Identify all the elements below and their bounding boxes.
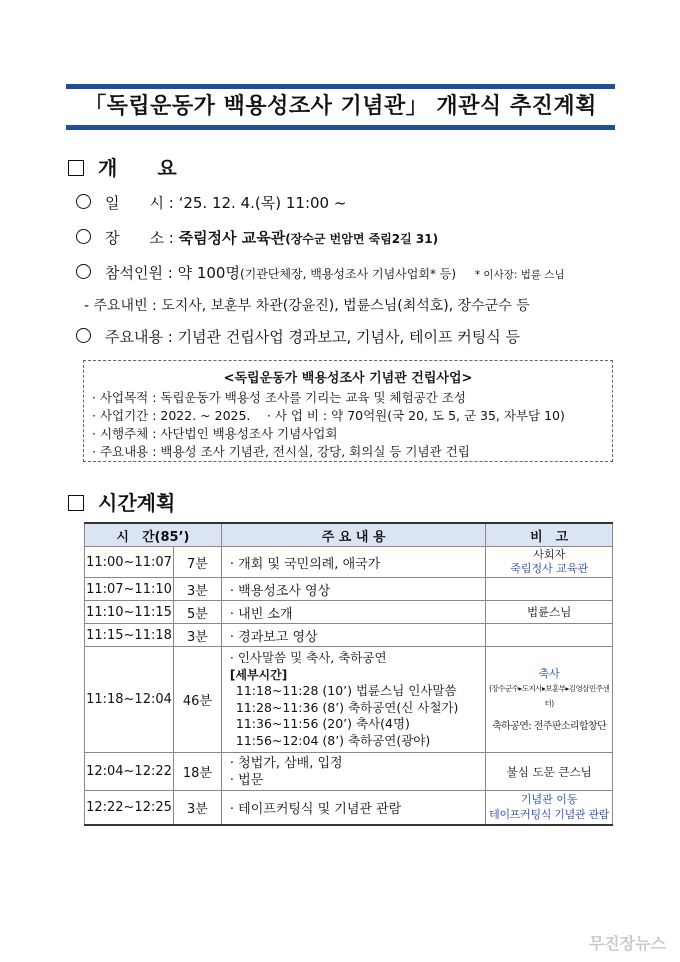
guests-value: 도지사, 보훈부 차관(강윤진), 법륜스님(최석호), 장수군수 등	[161, 298, 530, 314]
detail-title: [세부시간]	[229, 667, 288, 682]
table-row	[85, 791, 613, 825]
project-info-box	[83, 360, 613, 462]
table-row	[85, 624, 613, 647]
checkbox-square-icon	[68, 495, 84, 511]
circle-bullet-icon	[76, 328, 91, 343]
title-rule-bottom	[66, 125, 615, 130]
note-line: 테이프커팅식 기념관 관람	[489, 808, 610, 822]
row-time: 11:07~11:10	[85, 578, 174, 601]
row-time: 11:00~11:07	[85, 547, 174, 578]
section-schedule-label: 시간계획	[98, 491, 176, 515]
note-line: 축하공연: 전주판소리합창단	[492, 720, 607, 732]
detail-line: 11:56~12:04 (8’) 축하공연(광야)	[235, 732, 431, 748]
row-time: 11:15~11:18	[85, 624, 174, 647]
row-note	[486, 647, 613, 753]
schedule-table	[84, 522, 613, 826]
row-note: 불심 도문 큰스님	[486, 753, 613, 791]
attend-value: 약 100명	[177, 264, 240, 282]
overview-date: 일 시 : ‘25. 12. 4.(목) 11:00 ~	[76, 192, 346, 213]
section-schedule-heading	[68, 487, 175, 516]
row-duration: 7분	[173, 547, 221, 578]
content-value: 기념관 건립사업 경과보고, 기념사, 테이프 커팅식 등	[177, 328, 520, 346]
table-row	[85, 647, 613, 753]
table-row	[85, 547, 613, 578]
row-note: 법륜스님	[486, 601, 613, 624]
attend-note: * 이사장: 법륜 스님	[474, 269, 565, 281]
row-note	[486, 578, 613, 601]
row-time: 12:22~12:25	[85, 791, 174, 825]
circle-bullet-icon	[76, 194, 91, 209]
project-organizer: · 시행주체 : 사단법인 백용성조사 기념사업회	[92, 426, 338, 441]
row-duration: 46분	[173, 647, 221, 753]
overview-guests: - 주요내빈 : 도지사, 보훈부 차관(강윤진), 법륜스님(최석호), 장수군수 등	[84, 298, 530, 314]
note-line: 기념관 이동	[520, 793, 578, 807]
col-header-time: 시 간(85’)	[85, 523, 222, 547]
project-box-title: <독립운동가 백용성조사 기념관 건립사업>	[223, 371, 473, 386]
row-time: 12:04~12:22	[85, 753, 174, 791]
note-line: 죽림정사 교육관	[510, 562, 589, 575]
row-content: · 경과보고 영상	[221, 624, 485, 647]
content-line: · 청법가, 삼배, 입정	[229, 755, 343, 771]
checkbox-square-icon	[68, 160, 84, 176]
section-overview-label: 개 요	[98, 156, 177, 180]
row-content: · 백용성조사 영상	[221, 578, 485, 601]
content-line: · 법문	[229, 772, 264, 788]
note-line: 축사	[538, 666, 560, 680]
table-header-row	[85, 523, 613, 547]
attend-detail: (기관단체장, 백용성조사 기념사업회* 등)	[239, 267, 457, 281]
detail-line: 11:36~11:56 (20’) 축사(4명)	[235, 716, 410, 731]
date-value: ‘25. 12. 4.(목) 11:00 ~	[178, 194, 347, 212]
circle-bullet-icon	[76, 229, 91, 244]
circle-bullet-icon	[76, 264, 91, 279]
row-content: · 테이프커팅식 및 기념관 관람	[221, 791, 485, 825]
section-overview-heading	[68, 152, 177, 181]
place-detail: (장수군 번암면 죽림2길 31)	[285, 232, 439, 246]
note-line: (장수군수▸도지사▸보훈부▸김영삼민주센터)	[489, 683, 610, 708]
watermark-logo: 무진장뉴스	[588, 934, 666, 953]
detail-line: 11:28~11:36 (8’) 축하공연(신 사철가)	[235, 699, 459, 715]
table-row	[85, 753, 613, 791]
row-content: · 내빈 소개	[221, 601, 485, 624]
project-purpose: · 사업목적 : 독립운동가 백용성 조사를 기리는 교육 및 체험공간 조성	[92, 390, 466, 405]
row-note	[486, 624, 613, 647]
page-title: 「독립운동가 백용성조사 기념관」 개관식 추진계획	[84, 94, 597, 119]
table-row	[85, 601, 613, 624]
attend-label: 참석인원	[105, 264, 163, 282]
row-duration: 3분	[173, 578, 221, 601]
project-period-budget: · 사업기간 : 2022. ~ 2025. · 사 업 비 : 약 70억원(국 20, 도 5, 군 35, 자부담 10)	[92, 408, 565, 423]
col-header-note: 비 고	[486, 523, 613, 547]
place-label: 장 소	[105, 229, 164, 247]
date-label: 일 시	[105, 194, 164, 212]
row-duration: 3분	[173, 624, 221, 647]
row-duration: 3분	[173, 791, 221, 825]
row-duration: 18분	[173, 753, 221, 791]
row-time: 11:18~12:04	[85, 647, 174, 753]
detail-line: 11:18~11:28 (10’) 법륜스님 인사말씀	[235, 683, 457, 698]
place-value: 죽림정사 교육관	[178, 229, 286, 247]
content-line: · 인사말씀 및 축사, 축하공연	[229, 650, 387, 665]
project-content: · 주요내용 : 백용성 조사 기념관, 전시실, 강당, 회의실 등 기념관 건립	[92, 444, 470, 459]
overview-attendees: 참석인원 : 약 100명(기관단체장, 백용성조사 기념사업회* 등) * 이사장: 법륜 스님	[76, 262, 565, 283]
row-note	[486, 791, 613, 825]
row-duration: 5분	[173, 601, 221, 624]
content-label: 주요내용	[105, 328, 163, 346]
guests-label: - 주요내빈	[84, 298, 148, 314]
row-content: · 개회 및 국민의례, 애국가	[221, 547, 485, 578]
col-header-content: 주 요 내 용	[221, 523, 485, 547]
overview-content: 주요내용 : 기념관 건립사업 경과보고, 기념사, 테이프 커팅식 등	[76, 326, 520, 347]
overview-place: 장 소 : 죽림정사 교육관(장수군 번암면 죽림2길 31)	[76, 227, 438, 248]
row-content	[221, 647, 485, 753]
row-note	[486, 547, 613, 578]
row-time: 11:10~11:15	[85, 601, 174, 624]
note-line: 사회자	[533, 548, 566, 561]
row-content	[221, 753, 485, 791]
table-row	[85, 578, 613, 601]
